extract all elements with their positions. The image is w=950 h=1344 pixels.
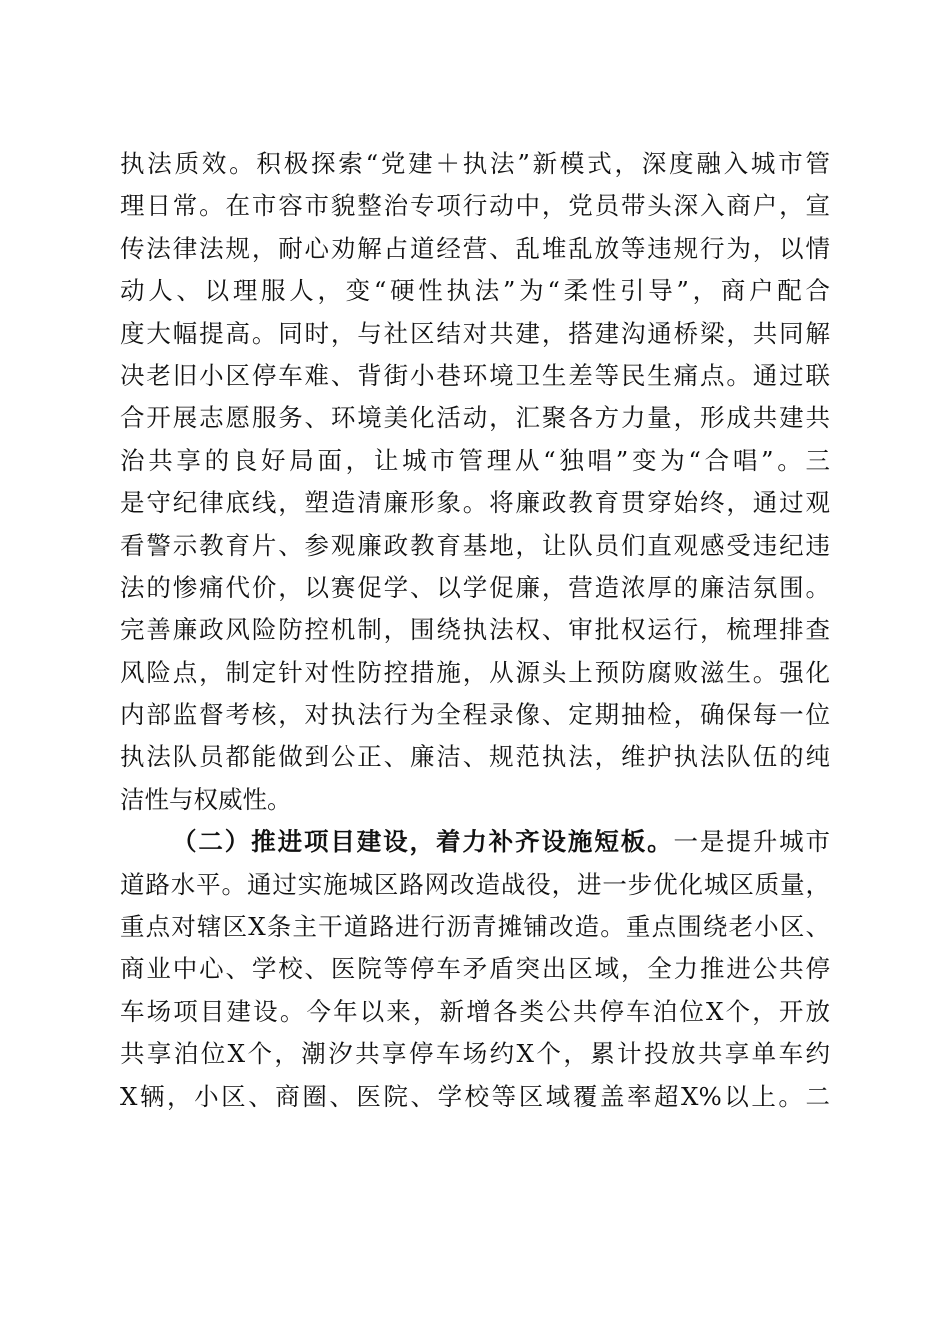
- section-heading-line: [120, 821, 830, 863]
- paragraph-line: 动人、以理服人，变“硬性执法”为“柔性引导”，商户配合: [120, 276, 830, 306]
- paragraph-line: 共享泊位X个，潮汐共享停车场约X个，累计投放共享单车约: [120, 1039, 830, 1069]
- paragraph-line: 完善廉政风险防控机制，围绕执法权、审批权运行，梳理排查: [120, 615, 830, 645]
- paragraph-line: 洁性与权威性。: [120, 784, 292, 814]
- paragraph-line: 车场项目建设。今年以来，新增各类公共停车泊位X个，开放: [120, 996, 830, 1026]
- paragraph-line: 决老旧小区停车难、背街小巷环境卫生差等民生痛点。通过联: [120, 360, 830, 390]
- section-heading-tail: 一是提升城市: [673, 827, 831, 857]
- paragraph-line: 理日常。在市容市貌整治专项行动中，党员带头深入商户，宣: [120, 191, 830, 221]
- paragraph-line: 内部监督考核，对执法行为全程录像、定期抽检，确保每一位: [120, 700, 830, 730]
- paragraph-line: X辆，小区、商圈、医院、学校等区域覆盖率超X%以上。二: [120, 1081, 830, 1111]
- paragraph-line: 传法律法规，耐心劝解占道经营、乱堆乱放等违规行为，以情: [120, 233, 830, 263]
- paragraph-line: 法的惨痛代价，以赛促学、以学促廉，营造浓厚的廉洁氛围。: [120, 572, 830, 602]
- paragraph-line: 执法队员都能做到公正、廉洁、规范执法，维护执法队伍的纯: [120, 742, 830, 772]
- paragraph-line: 治共享的良好局面，让城市管理从“独唱”变为“合唱”。三: [120, 445, 830, 475]
- paragraph-line: 看警示教育片、参观廉政教育基地，让队员们直观感受违纪违: [120, 530, 830, 560]
- paragraph-line: 合开展志愿服务、环境美化活动，汇聚各方力量，形成共建共: [120, 403, 830, 433]
- paragraph-line: 风险点，制定针对性防控措施，从源头上预防腐败滋生。强化: [120, 657, 830, 687]
- section-heading: （二）推进项目建设，着力补齐设施短板。: [172, 827, 674, 857]
- paragraph-line: 商业中心、学校、医院等停车矛盾突出区域，全力推进公共停: [120, 954, 830, 984]
- paragraph-line: 度大幅提高。同时，与社区结对共建，搭建沟通桥梁，共同解: [120, 318, 830, 348]
- paragraph-line: 执法质效。积极探索“党建＋执法”新模式，深度融入城市管: [120, 149, 830, 178]
- paragraph-line: 重点对辖区X条主干道路进行沥青摊铺改造。重点围绕老小区、: [120, 912, 830, 942]
- paragraph-line: 道路水平。通过实施城区路网改造战役，进一步优化城区质量，: [120, 869, 830, 899]
- body-text: [120, 143, 830, 1118]
- paragraph-line: 是守纪律底线，塑造清廉形象。将廉政教育贯穿始终，通过观: [120, 488, 830, 518]
